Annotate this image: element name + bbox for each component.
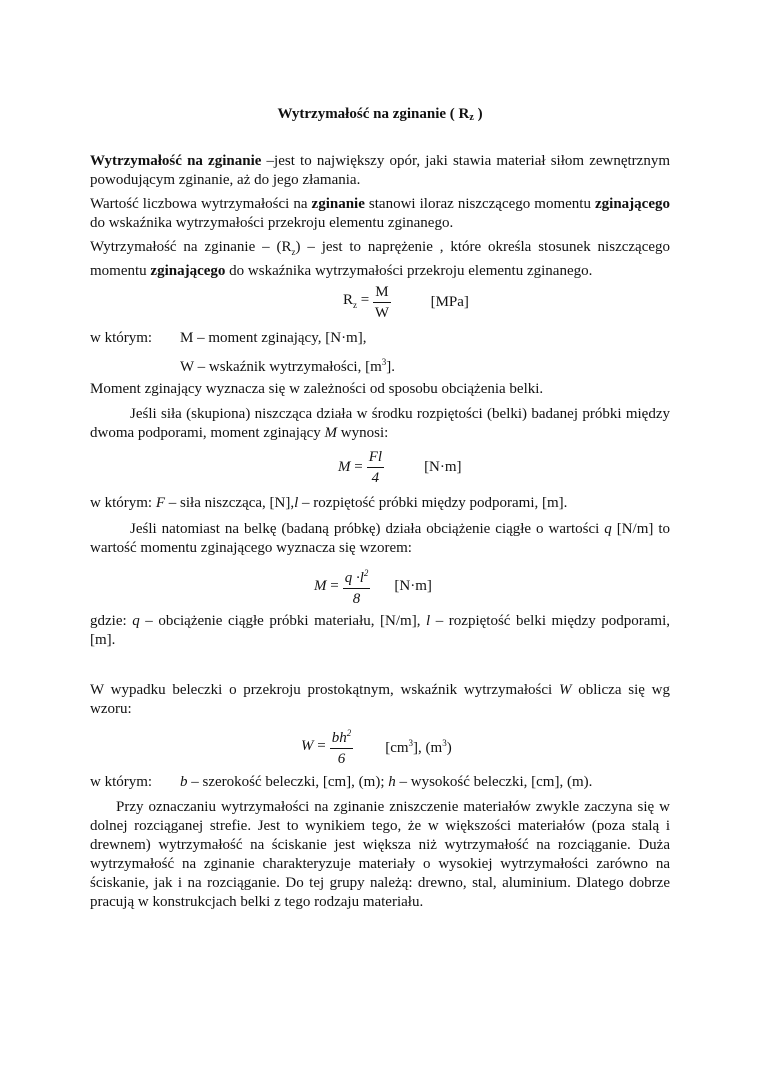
numerator-text: bh (331, 730, 347, 746)
variable: W (558, 682, 572, 698)
formula-lhs (338, 458, 363, 477)
formula-lhs-sub: z (353, 299, 358, 310)
paragraph-point-load (90, 405, 670, 443)
equals-sign: = (326, 577, 339, 594)
unit-text: [cm (385, 740, 409, 756)
formula-lhs-symbol: W (301, 737, 314, 754)
definition-item: W – wskaźnik wytrzymałości, [m (180, 359, 382, 375)
bold-term: zginanie (311, 196, 365, 212)
numerator: Fl (367, 448, 384, 468)
fraction (343, 564, 371, 608)
text-span: [N/m] to wartość momentu zginającego wyznacza się wzorem: (90, 521, 670, 556)
variable: M (324, 425, 338, 441)
formula-lhs-symbol: M (314, 577, 327, 594)
definition-text: –jest to największy opór, jaki stawia materiał siłom zewnętrznym powodującym zginanie, aż do jego złamania. (90, 153, 670, 188)
paragraph-summary: Przy oznaczaniu wytrzymałości na zginanie zniszczenie materiałów zwykle zaczyna się w dolnej rozciąganej strefie. Jest to wynikiem tego, że w większości materiałów (poza stalą i drewnem) wytrzymałość na ściskanie jest większa niż wytrzymałość na rozciąganie. Duża wytrzymałość na zginanie charakteryzuje materiały o wysokiej wytrzymałości zarówno na ściskanie, jak i na rozciąganie. Do tej grupy należą: drewno, stal, aluminium. Dlatego dobrze pracują w konstrukcjach belki z tego rodzaju materiału. (90, 799, 670, 910)
text-span: gdzie: (90, 613, 133, 629)
unit-text: ], (m (413, 740, 443, 756)
paragraph-stress (90, 238, 670, 281)
definition-row (90, 773, 592, 792)
denominator: 4 (371, 470, 380, 486)
definition-label: w którym: (90, 774, 153, 790)
text-span: ) – jest to naprężenie , które określa stosunek niszczącego momentu (90, 239, 671, 279)
variable: F (155, 495, 166, 511)
variable: q (604, 521, 612, 537)
text-span: – rozpiętość belki między podporami, [m]. (90, 613, 670, 648)
variable: h (388, 774, 396, 790)
formula-section-modulus (301, 724, 452, 768)
paragraph-rectangular (90, 681, 670, 719)
text-span: Wartość liczbowa wytrzymałości na (90, 196, 312, 212)
superscript: 3 (381, 357, 387, 367)
text-span: – szerokość beleczki, [cm], (m); (187, 774, 389, 790)
paragraph-value (90, 195, 670, 233)
unit: [MPa] (430, 294, 469, 310)
equals-sign: = (357, 291, 370, 308)
title-subscript: z (469, 112, 474, 123)
definition-row (180, 353, 395, 377)
bold-term: zginającego (595, 196, 670, 212)
numerator (343, 564, 371, 589)
definition-item: M – moment zginający, [N·m], (180, 330, 367, 346)
denominator: 6 (337, 751, 346, 767)
paragraph-moment: Moment zginający wyznacza się w zależności od sposobu obciążenia belki. (90, 381, 544, 397)
text-span: Jeśli siła (skupiona) niszcząca działa w środku rozpiętości (belki) badanej próbki między dwoma podporami, moment zginający (90, 406, 670, 441)
text-span: w którym: (90, 495, 156, 511)
numerator: M (373, 283, 390, 303)
definition-row (90, 329, 366, 348)
superscript: 2 (363, 568, 369, 578)
formula-moment-point (338, 448, 462, 487)
title-text: Wytrzymałość na zginanie ( R (277, 106, 470, 122)
text-span: W wypadku beleczki o przekroju prostokątnym, wskaźnik wytrzymałości (90, 682, 559, 698)
paragraph-distributed-load (90, 520, 670, 558)
variable: l (294, 495, 299, 511)
superscript: 3 (408, 738, 414, 748)
text-span: wynosi: (337, 425, 389, 441)
numerator (330, 724, 354, 749)
superscript: 2 (346, 728, 352, 738)
text-span: do wskaźnika wytrzymałości przekroju elementu zginanego. (90, 215, 454, 231)
paragraph-where (90, 612, 670, 650)
text-span: stanowi iloraz niszczącego momentu (364, 196, 596, 212)
text-span: oblicza się wg wzoru: (90, 682, 670, 717)
text-span: do wskaźnika wytrzymałości przekroju elementu zginanego. (225, 263, 593, 279)
variable: b (180, 774, 188, 790)
variable: q (132, 613, 140, 629)
text-span: Jeśli natomiast na belkę (badaną próbkę) działa obciążenie ciągłe o wartości (130, 521, 605, 537)
fraction (330, 724, 354, 768)
text-span: – rozpiętość próbki między podporami, [m]. (298, 495, 568, 511)
formula-lhs (301, 737, 326, 756)
text-span: – siła niszcząca, [N], (165, 495, 295, 511)
text-span: Wytrzymałość na zginanie – (R (90, 239, 292, 255)
text-span: – obciążenie ciągłe próbki materiału, [N/m], (139, 613, 427, 629)
equals-sign: = (313, 737, 326, 754)
denominator: W (374, 305, 389, 321)
definition-label: w którym: (90, 330, 153, 346)
denominator: 8 (352, 591, 361, 607)
title-close: ) (473, 106, 483, 122)
formula-lhs (343, 291, 369, 315)
equals-sign: = (350, 459, 363, 475)
definition-term: Wytrzymałość na zginanie (90, 153, 262, 169)
paragraph-definition (90, 152, 670, 190)
variable: l (426, 613, 431, 629)
text-span: – wysokość beleczki, [cm], (m). (395, 774, 593, 790)
bold-term: zginającego (150, 263, 226, 279)
formula-rz (343, 283, 469, 322)
formula-moment-distributed (314, 564, 432, 608)
definition-item-end: ]. (386, 359, 396, 375)
unit: [N·m] (394, 577, 432, 594)
formula-lhs (314, 577, 339, 596)
fraction (367, 448, 384, 487)
definition-row (90, 494, 567, 513)
superscript: 3 (442, 738, 447, 748)
subscript: z (291, 247, 296, 257)
unit (385, 734, 452, 758)
formula-lhs-symbol: R (343, 291, 354, 308)
fraction (373, 283, 390, 322)
unit: [N·m] (424, 459, 462, 475)
unit-text: ) (446, 740, 452, 756)
numerator-text: q ·l (344, 570, 364, 586)
page-title (0, 105, 760, 127)
formula-lhs-symbol: M (338, 459, 351, 475)
